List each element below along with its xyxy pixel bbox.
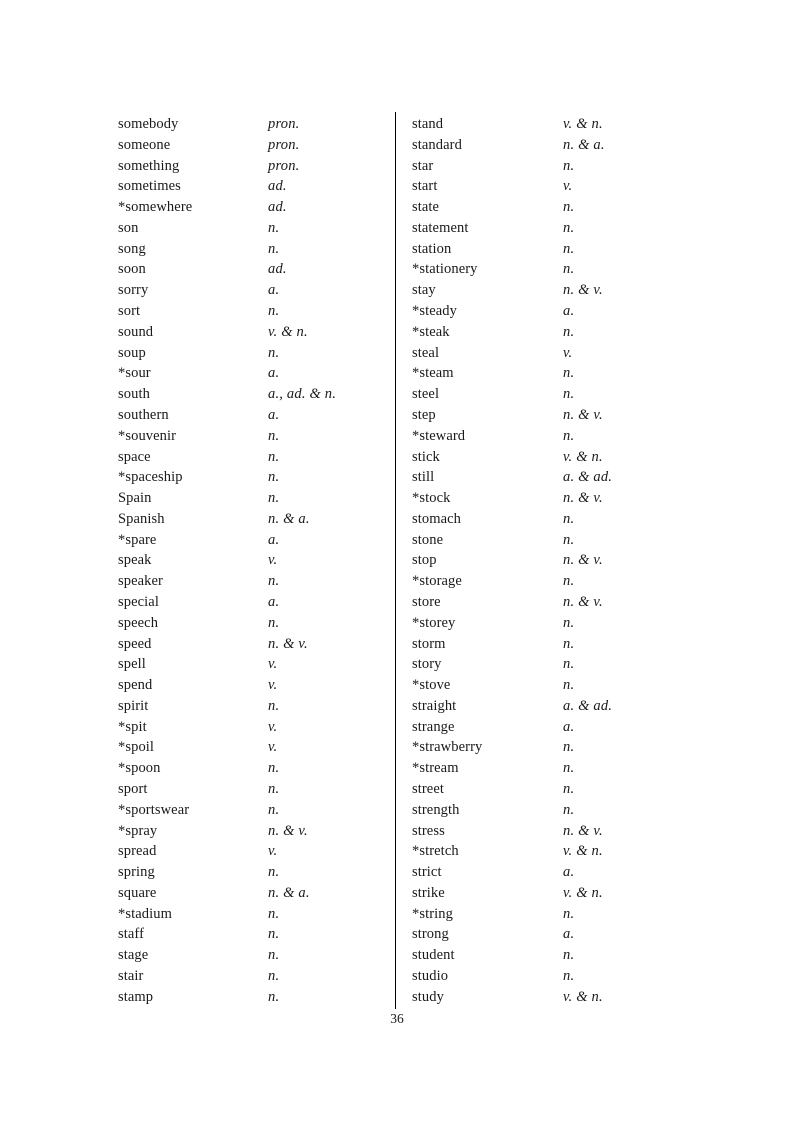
entry-word: special — [118, 593, 159, 610]
entry-word: stomach — [412, 510, 462, 527]
entry-part-of-speech: n. & a. — [268, 510, 310, 527]
entry-word: *stream — [412, 760, 459, 777]
vocab-entry-row — [118, 550, 388, 571]
vocab-entry-row — [118, 384, 388, 405]
entry-word: state — [412, 199, 440, 216]
vocab-entry-row — [118, 530, 388, 551]
entry-word: square — [118, 884, 157, 901]
vocab-entry-row — [412, 467, 682, 488]
entry-word: speak — [118, 552, 152, 569]
entry-part-of-speech: a. — [563, 926, 575, 943]
vocab-entry-row — [118, 634, 388, 655]
entry-part-of-speech: n. & v. — [563, 822, 603, 839]
vocab-entry-row — [118, 343, 388, 364]
entry-part-of-speech: ad. — [268, 261, 287, 278]
vocab-entry-row — [412, 239, 682, 260]
entry-word: station — [412, 240, 452, 257]
entry-word: spend — [118, 677, 153, 694]
entry-part-of-speech: n. — [268, 988, 280, 1005]
vocab-entry-row — [118, 592, 388, 613]
entry-word: stay — [412, 282, 436, 299]
entry-word: somebody — [118, 116, 179, 132]
vocab-entry-row — [118, 966, 388, 987]
entry-part-of-speech: n. — [268, 448, 280, 465]
entry-part-of-speech: n. — [563, 531, 575, 548]
entry-part-of-speech: n. — [563, 261, 575, 278]
column-divider-rule — [395, 112, 396, 1009]
entry-part-of-speech: n. — [268, 801, 280, 818]
vocab-entry-row — [412, 924, 682, 945]
vocab-entry-row — [412, 550, 682, 571]
vocab-entry-row — [118, 571, 388, 592]
vocab-column-left — [118, 114, 388, 1008]
vocab-entry-row — [118, 821, 388, 842]
vocab-entry-row — [412, 675, 682, 696]
entry-part-of-speech: pron. — [268, 136, 300, 153]
entry-part-of-speech: n. — [563, 635, 575, 652]
vocab-entry-row — [412, 841, 682, 862]
entry-part-of-speech: n. — [268, 344, 280, 361]
vocab-entry-row — [412, 218, 682, 239]
vocab-entry-row — [118, 717, 388, 738]
entry-part-of-speech: n. — [563, 157, 575, 174]
vocab-entry-row — [412, 821, 682, 842]
vocab-entry-row — [412, 405, 682, 426]
vocab-entry-row — [412, 488, 682, 509]
entry-word: stick — [412, 448, 440, 465]
vocab-entry-row — [118, 945, 388, 966]
entry-part-of-speech: n. — [563, 365, 575, 382]
vocab-entry-row — [118, 924, 388, 945]
entry-word: star — [412, 157, 434, 174]
vocab-entry-row — [412, 862, 682, 883]
entry-part-of-speech: n. — [268, 427, 280, 444]
entry-word: storm — [412, 635, 446, 652]
vocab-entry-row — [412, 592, 682, 613]
entry-part-of-speech: n. & a. — [268, 884, 310, 901]
entry-word: *stretch — [412, 843, 459, 860]
entry-word: steel — [412, 386, 440, 403]
vocab-entry-row — [118, 156, 388, 177]
entry-word: speech — [118, 614, 159, 631]
entry-word: spell — [118, 656, 146, 673]
vocab-entry-row — [412, 758, 682, 779]
vocab-entry-row — [118, 197, 388, 218]
entry-word: *spoil — [118, 739, 155, 756]
vocab-entry-row — [412, 571, 682, 592]
entry-word: strange — [412, 718, 455, 735]
entry-part-of-speech: n. — [563, 781, 575, 797]
entry-word: start — [412, 178, 438, 195]
entry-word: strong — [412, 926, 449, 943]
vocab-entry-row — [118, 488, 388, 509]
vocab-entry-row — [412, 447, 682, 468]
entry-word: *spit — [118, 718, 147, 735]
entry-word: spread — [118, 843, 157, 860]
entry-word: story — [412, 656, 442, 673]
entry-word: sound — [118, 323, 154, 340]
entry-word: *souvenir — [118, 427, 177, 444]
entry-word: *spray — [118, 822, 158, 839]
entry-part-of-speech: ad. — [268, 199, 287, 216]
entry-word: son — [118, 219, 139, 236]
vocab-entry-row — [118, 114, 388, 135]
entry-part-of-speech: a. — [268, 593, 280, 610]
vocab-entry-row — [412, 135, 682, 156]
entry-part-of-speech: n. — [563, 947, 575, 964]
entry-word: staff — [118, 926, 145, 943]
vocab-column-right — [412, 114, 682, 1008]
vocab-entry-row — [118, 904, 388, 925]
entry-part-of-speech: n. — [563, 801, 575, 818]
vocab-entry-row — [118, 758, 388, 779]
entry-word: *steak — [412, 323, 450, 340]
entry-word: street — [412, 781, 445, 797]
entry-word: straight — [412, 697, 457, 714]
vocab-entry-row — [118, 654, 388, 675]
vocab-entry-row — [118, 987, 388, 1008]
entry-word: someone — [118, 136, 171, 153]
vocab-entry-row — [118, 280, 388, 301]
entry-part-of-speech: a. — [563, 864, 575, 881]
vocab-entry-row — [412, 634, 682, 655]
entry-part-of-speech: pron. — [268, 157, 300, 174]
entry-word: song — [118, 240, 146, 257]
entry-word: strength — [412, 801, 460, 818]
entry-word: store — [412, 593, 441, 610]
vocab-entry-row — [412, 530, 682, 551]
entry-word: southern — [118, 406, 169, 423]
vocab-entry-row — [412, 800, 682, 821]
entry-part-of-speech: n. & v. — [268, 822, 308, 839]
vocab-entry-row — [412, 883, 682, 904]
entry-word: *stock — [412, 490, 451, 507]
entry-word: Spanish — [118, 510, 165, 527]
entry-part-of-speech: n. & v. — [563, 490, 603, 507]
entry-word: *storage — [412, 573, 462, 590]
entry-part-of-speech: n. — [563, 760, 575, 777]
vocab-entry-row — [412, 509, 682, 530]
vocab-entry-row — [412, 966, 682, 987]
entry-part-of-speech: a. — [268, 282, 280, 299]
entry-part-of-speech: n. — [563, 199, 575, 216]
entry-part-of-speech: n. — [563, 677, 575, 694]
entry-word: *string — [412, 905, 453, 922]
entry-word: *somewhere — [118, 199, 193, 216]
entry-word: *storey — [412, 614, 456, 631]
entry-part-of-speech: v. & n. — [268, 323, 308, 340]
entry-part-of-speech: v. & n. — [563, 884, 603, 901]
entry-part-of-speech: n. — [268, 219, 280, 236]
entry-part-of-speech: a. — [563, 718, 575, 735]
vocab-entry-row — [118, 322, 388, 343]
entry-part-of-speech: n. — [563, 968, 575, 985]
entry-part-of-speech: n. & v. — [563, 282, 603, 299]
entry-part-of-speech: ad. — [268, 178, 287, 195]
entry-part-of-speech: n. — [268, 968, 280, 985]
vocab-entry-row — [412, 343, 682, 364]
entry-part-of-speech: v. — [563, 344, 573, 361]
entry-part-of-speech: n. — [563, 656, 575, 673]
entry-word: spring — [118, 864, 155, 881]
entry-word: stone — [412, 531, 444, 548]
entry-part-of-speech: n. — [563, 427, 575, 444]
entry-part-of-speech: n. & v. — [563, 552, 603, 569]
entry-part-of-speech: a. — [268, 406, 280, 423]
entry-part-of-speech: n. — [563, 323, 575, 340]
entry-part-of-speech: v. & n. — [563, 988, 603, 1005]
entry-part-of-speech: n. — [268, 697, 280, 714]
vocab-entry-row — [118, 239, 388, 260]
vocab-entry-row — [118, 426, 388, 447]
entry-part-of-speech: n. — [563, 739, 575, 756]
vocab-entry-row — [412, 384, 682, 405]
entry-word: stage — [118, 947, 149, 964]
vocab-entry-row — [412, 280, 682, 301]
vocab-entry-row — [118, 447, 388, 468]
vocab-entry-row — [412, 904, 682, 925]
vocab-entry-row — [412, 301, 682, 322]
entry-word: study — [412, 988, 444, 1005]
entry-part-of-speech: n. — [268, 303, 280, 320]
entry-part-of-speech: a. & ad. — [563, 697, 613, 714]
vocab-entry-row — [412, 114, 682, 135]
entry-word: sometimes — [118, 178, 181, 195]
entry-part-of-speech: v. & n. — [563, 843, 603, 860]
vocab-entry-row — [118, 737, 388, 758]
vocab-entry-row — [118, 883, 388, 904]
entry-part-of-speech: v. — [268, 677, 278, 694]
entry-word: strike — [412, 884, 445, 901]
entry-part-of-speech: n. — [268, 905, 280, 922]
entry-part-of-speech: v. — [268, 843, 278, 860]
entry-part-of-speech: n. — [268, 490, 280, 507]
entry-word: sort — [118, 303, 141, 320]
vocab-entry-row — [118, 696, 388, 717]
entry-part-of-speech: n. — [563, 573, 575, 590]
entry-word: soup — [118, 344, 146, 361]
vocab-entry-row — [412, 176, 682, 197]
entry-word: *steady — [412, 303, 457, 320]
entry-part-of-speech: n. — [268, 469, 280, 486]
entry-word: *steward — [412, 427, 466, 444]
entry-word: south — [118, 386, 150, 403]
entry-part-of-speech: n. & v. — [563, 406, 603, 423]
vocab-entry-row — [118, 509, 388, 530]
entry-part-of-speech: n. — [268, 240, 280, 257]
entry-part-of-speech: a. & ad. — [563, 469, 613, 486]
entry-word: *stove — [412, 677, 451, 694]
vocab-entry-row — [412, 779, 682, 800]
vocab-entry-row — [118, 218, 388, 239]
vocab-entry-row — [412, 197, 682, 218]
entry-word: strict — [412, 864, 442, 881]
vocab-entry-row — [412, 945, 682, 966]
entry-part-of-speech: n. — [268, 614, 280, 631]
entry-word: Spain — [118, 490, 152, 507]
entry-part-of-speech: a. — [268, 365, 280, 382]
entry-part-of-speech: n. & v. — [563, 593, 603, 610]
vocab-entry-row — [118, 301, 388, 322]
vocab-entry-row — [118, 841, 388, 862]
vocab-entry-row — [412, 613, 682, 634]
entry-part-of-speech: a., ad. & n. — [268, 386, 337, 403]
entry-part-of-speech: n. — [563, 614, 575, 631]
entry-word: *strawberry — [412, 739, 483, 756]
entry-part-of-speech: v. — [268, 552, 278, 569]
entry-part-of-speech: n. — [268, 864, 280, 881]
vocab-entry-row — [412, 259, 682, 280]
entry-part-of-speech: n. — [563, 219, 575, 236]
vocab-entry-row — [118, 800, 388, 821]
entry-part-of-speech: n. — [563, 905, 575, 922]
entry-word: sport — [118, 781, 148, 797]
entry-word: stress — [412, 822, 445, 839]
entry-word: steal — [412, 344, 440, 361]
entry-word: *spare — [118, 531, 157, 548]
entry-word: spirit — [118, 697, 149, 714]
entry-word: speed — [118, 635, 152, 652]
vocab-entry-row — [118, 405, 388, 426]
vocab-entry-row — [118, 135, 388, 156]
entry-part-of-speech: n. & a. — [563, 136, 605, 153]
entry-part-of-speech: pron. — [268, 116, 300, 132]
entry-word: *spaceship — [118, 469, 183, 486]
entry-word: step — [412, 406, 436, 423]
entry-part-of-speech: n. & v. — [268, 635, 308, 652]
entry-part-of-speech: n. — [268, 947, 280, 964]
entry-part-of-speech: v. — [563, 178, 573, 195]
entry-word: student — [412, 947, 455, 964]
entry-word: still — [412, 469, 435, 486]
entry-part-of-speech: n. — [268, 926, 280, 943]
vocab-entry-row — [118, 259, 388, 280]
entry-word: soon — [118, 261, 146, 278]
vocab-entry-row — [412, 426, 682, 447]
vocab-entry-row — [412, 737, 682, 758]
entry-part-of-speech: v. & n. — [563, 448, 603, 465]
entry-word: *sour — [118, 365, 151, 382]
vocab-entry-row — [118, 862, 388, 883]
entry-part-of-speech: a. — [563, 303, 575, 320]
entry-word: statement — [412, 219, 469, 236]
entry-word: something — [118, 157, 180, 174]
entry-word: *spoon — [118, 760, 161, 777]
vocab-entry-row — [118, 675, 388, 696]
entry-word: speaker — [118, 573, 163, 590]
vocab-entry-row — [412, 654, 682, 675]
entry-word: *stationery — [412, 261, 478, 278]
vocab-entry-row — [118, 467, 388, 488]
entry-word: stop — [412, 552, 437, 569]
entry-part-of-speech: v. — [268, 656, 278, 673]
entry-word: *steam — [412, 365, 454, 382]
page-number: 36 — [390, 1011, 404, 1026]
entry-part-of-speech: n. — [268, 760, 280, 777]
entry-word: space — [118, 448, 151, 465]
entry-part-of-speech: n. — [563, 240, 575, 257]
entry-part-of-speech: v. & n. — [563, 116, 603, 132]
entry-word: stand — [412, 116, 444, 132]
entry-part-of-speech: n. — [563, 386, 575, 403]
vocab-entry-row — [412, 322, 682, 343]
entry-part-of-speech: a. — [268, 531, 280, 548]
entry-part-of-speech: n. — [268, 781, 280, 797]
entry-word: standard — [412, 136, 462, 153]
vocab-entry-row — [412, 156, 682, 177]
vocab-entry-row — [118, 613, 388, 634]
entry-word: sorry — [118, 282, 149, 299]
vocab-entry-row — [412, 987, 682, 1008]
entry-word: studio — [412, 968, 449, 985]
vocab-entry-row — [412, 363, 682, 384]
entry-word: *sportswear — [118, 801, 190, 818]
entry-word: stamp — [118, 988, 154, 1005]
entry-part-of-speech: v. — [268, 718, 278, 735]
entry-word: stair — [118, 968, 144, 985]
vocab-entry-row — [118, 363, 388, 384]
entry-part-of-speech: v. — [268, 739, 278, 756]
vocab-entry-row — [118, 176, 388, 197]
entry-part-of-speech: n. — [268, 573, 280, 590]
vocab-entry-row — [412, 717, 682, 738]
vocab-entry-row — [412, 696, 682, 717]
entry-word: *stadium — [118, 905, 172, 922]
entry-part-of-speech: n. — [563, 510, 575, 527]
vocab-entry-row — [118, 779, 388, 800]
